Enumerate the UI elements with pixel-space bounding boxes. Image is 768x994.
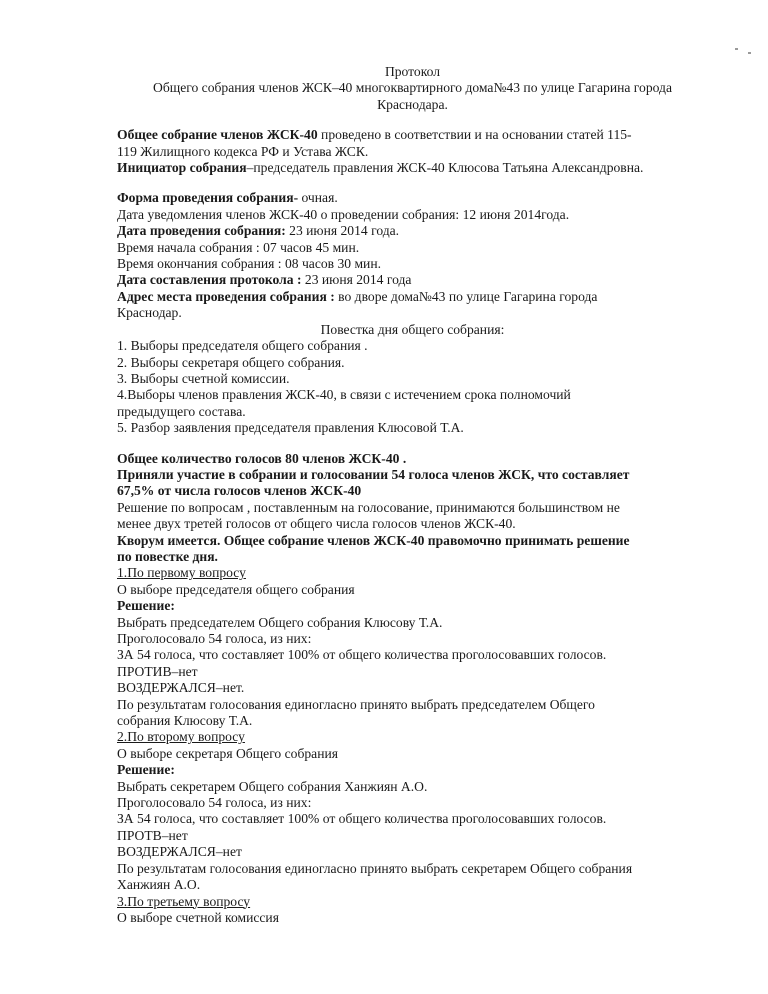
meeting-statement-line-2: 119 Жилищного кодекса РФ и Устава ЖСК. [117,143,369,159]
question-2-decision: Выбрать секретарем Общего собрания Ханжиян А.О. [117,778,428,794]
participation-line-2: 67,5% от числа голосов членов ЖСК-40 [117,483,362,499]
document-subtitle-line-2: Краснодара. [377,96,448,112]
meeting-label: Общее собрание членов ЖСК-40 [117,127,318,143]
question-1-decision: Выбрать председателем Общего собрания Клюсову Т.А. [117,614,443,630]
protocol-date [117,272,708,288]
question-2-abstained: ВОЗДЕРЖАЛСЯ–нет [117,844,242,860]
agenda-item: 1. Выборы председателя общего собрания . [117,338,368,354]
scan-speck [735,48,738,50]
decision-rule-line-1: Решение по вопросам , поставленным на голосование, принимаются большинством не [117,499,620,515]
participation-line-1: Приняли участие в собрании и голосовании 54 голоса членов ЖСК, что составляет [117,466,630,482]
meeting-address-line-2: Краснодар. [117,305,182,321]
question-2-voted: Проголосовало 54 голоса, из них: [117,795,312,811]
meeting-address [117,289,708,305]
meeting-date-label: Дата проведения собрания: [117,223,286,239]
question-1-voted: Проголосовало 54 голоса, из них: [117,631,312,646]
question-2-result-line-2: Ханжиян А.О. [117,877,201,893]
meeting-address-value: во дворе дома№43 по улице Гагарина города [334,288,598,304]
question-1-decision-label: Решение: [117,598,175,614]
question-2-for: ЗА 54 голоса, что составляет 100% от общего количества проголосовавших голосов. [117,811,607,827]
meeting-form [117,190,708,206]
question-2-topic: О выборе секретаря Общего собрания [117,745,339,761]
meeting-address-label: Адрес места проведения собрания : [117,288,335,304]
meeting-date [117,223,708,239]
initiator-text: –председатель правления ЖСК-40 Клюсова Татьяна Александровна. [246,160,644,176]
protocol-date-value: 23 июня 2014 года [301,272,412,288]
start-time: Время начала собрания : 07 часов 45 мин. [117,239,360,255]
meeting-date-value: 23 июня 2014 года. [285,223,400,239]
agenda-heading: Повестка дня общего собрания: [320,321,505,337]
quorum-line-1: Кворум имеется. Общее собрание членов ЖСК-40 правомочно принимать решение [117,532,630,548]
agenda-item: 4.Выборы членов правления ЖСК-40, в связи с истечением срока полномочий [117,387,571,403]
notice-date: Дата уведомления членов ЖСК-40 о проведении собрания: 12 июня 2014года. [117,206,570,222]
question-2-decision-label: Решение: [117,762,175,778]
initiator-statement [117,160,708,176]
question-2-against: ПРОТВ–нет [117,827,188,843]
agenda-item: 3. Выборы счетной комиссии. [117,370,290,386]
question-1-result-line-2: собрания Клюсову Т.А. [117,713,253,729]
agenda-item-continued: предыдущего состава. [117,403,246,419]
agenda-item: 2. Выборы секретаря общего собрания. [117,354,345,370]
quorum-line-2: по повестке дня. [117,548,218,564]
question-1-for: ЗА 54 голоса, что составляет 100% от общего количества проголосовавших голосов. [117,647,607,663]
question-1-abstained: ВОЗДЕРЖАЛСЯ–нет. [117,680,245,696]
meeting-form-value: очная. [298,190,338,206]
question-1-against: ПРОТИВ–нет [117,663,198,679]
question-3-topic: О выборе счетной комиссия [117,909,279,925]
question-1-result-line-1: По результатам голосования единогласно принято выбрать председателем Общего [117,696,595,712]
end-time: Время окончания собрания : 08 часов 30 мин. [117,256,382,272]
total-votes: Общее количество голосов 80 членов ЖСК-40 . [117,450,407,466]
meeting-form-label: Форма проведения собрания- [117,190,299,206]
initiator-label: Инициатор собрания [117,160,247,176]
document-subtitle-line-1: Общего собрания членов ЖСК–40 многоквартирного дома№43 по улице Гагарина города [153,80,672,96]
question-3-heading: 3.По третьему вопросу [117,893,251,909]
question-1-heading: 1.По первому вопросу [117,565,246,581]
agenda-item: 5. Разбор заявления председателя правления Клюсовой Т.А. [117,420,464,436]
decision-rule-line-2: менее двух третей голосов от общего числа голосов членов ЖСК-40. [117,516,516,532]
question-2-result-line-1: По результатам голосования единогласно принято выбрать секретарем Общего собрания [117,860,633,876]
meeting-text: проведено в соответствии и на основании статей 115- [317,127,632,143]
protocol-date-label: Дата составления протокола : [117,272,302,288]
question-2-heading: 2.По второму вопросу [117,729,245,745]
scan-speck [748,52,751,54]
meeting-statement [117,127,708,143]
document-title: Протокол [384,64,441,79]
question-1-topic: О выборе председателя общего собрания [117,581,355,597]
